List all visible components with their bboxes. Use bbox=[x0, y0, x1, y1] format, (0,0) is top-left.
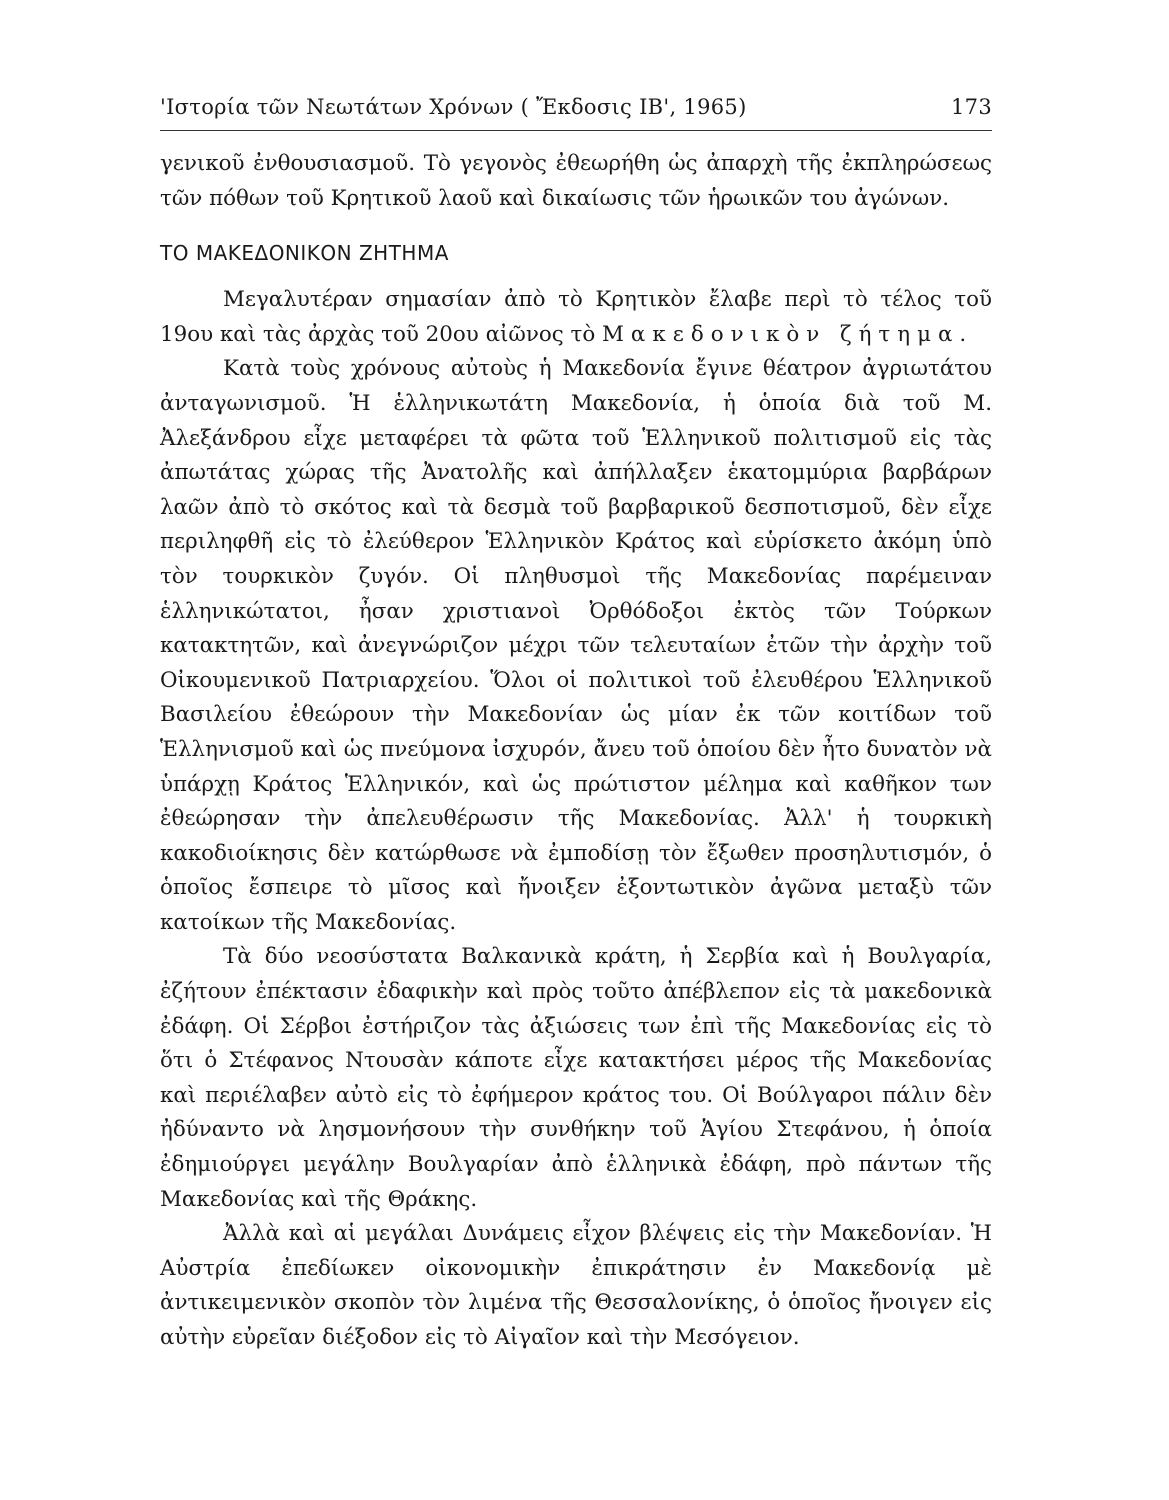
book-page bbox=[160, 92, 992, 1356]
running-header bbox=[160, 92, 992, 131]
body-text bbox=[160, 147, 992, 1356]
paragraph-3: Κατὰ τοὺς χρόνους αὐτοὺς ἡ Μακεδονία ἔγινε θέατρον ἀγριωτάτου ἀνταγωνισμοῦ. Ἡ ἑλληνικωτάτη Μακεδονία, ἡ ὁποία διὰ τοῦ Μ. Ἀλεξάνδρου εἶχε μεταφέρει τὰ φῶτα τοῦ Ἑλληνικοῦ πολιτισμοῦ εἰς τὰς ἀπωτάτας χώρας τῆς Ἀνατολῆς καὶ ἀπήλλαξεν ἑκατομμύρια βαρβάρων λαῶν ἀπὸ τὸ σκότος καὶ τὰ δεσμὰ τοῦ βαρβαρικοῦ δεσποτισμοῦ, δὲν εἶχε περιληφθῆ εἰς τὸ ἐλεύθερον Ἑλληνικὸν Κράτος καὶ εὑρίσκετο ἀκόμη ὑπὸ τὸν τουρκικὸν ζυγόν. Οἱ πληθυσμοὶ τῆς Μακεδονίας παρέμειναν ἑλληνικώτατοι, ἦσαν χριστιανοὶ Ὀρθόδοξοι ἐκτὸς τῶν Τούρκων κατακτητῶν, καὶ ἀνεγνώριζον μέχρι τῶν τελευταίων ἐτῶν τὴν ἀρχὴν τοῦ Οἰκουμενικοῦ Πατριαρχείου. Ὅλοι οἱ πολιτικοὶ τοῦ ἐλευθέρου Ἑλληνικοῦ Βασιλείου ἐθεώρουν τὴν Μακεδονίαν ὡς μίαν ἐκ τῶν κοιτίδων τοῦ Ἑλληνισμοῦ καὶ ὡς πνεύμονα ἰσχυρόν, ἄνευ τοῦ ὁποίου δὲν ἦτο δυνατὸν νὰ ὑπάρχῃ Κράτος Ἑλληνικόν, καὶ ὡς πρώτιστον μέλημα καὶ καθῆκον των ἐθεώρησαν τὴν ἀπελευθέρωσιν τῆς Μακεδονίας. Ἀλλ' ἡ τουρκικὴ κακοδιοίκησις δὲν κατώρθωσε νὰ ἐμποδίσῃ τὸν ἔξωθεν προσηλυτισμόν, ὁ ὁποῖος ἔσπειρε τὸ μῖσος καὶ ἤνοιξεν ἐξοντωτικὸν ἀγῶνα μεταξὺ τῶν κατοίκων τῆς Μακεδονίας. bbox=[160, 356, 992, 935]
paragraph-1: γενικοῦ ἐνθουσιασμοῦ. Τὸ γεγονὸς ἐθεωρήθη ὡς ἀπαρχὴ τῆς ἐκπληρώσεως τῶν πόθων τοῦ Κρητικοῦ λαοῦ καὶ δικαίωσις τῶν ἡρωικῶν του ἀγώνων. bbox=[160, 151, 992, 211]
running-title: 'Ιστορία τῶν Νεωτάτων Χρόνων ( Ἔκδοσις ΙΒ', 1965) bbox=[160, 95, 747, 119]
paragraph-4: Τὰ δύο νεοσύστατα Βαλκανικὰ κράτη, ἡ Σερβία καὶ ἡ Βουλγαρία, ἐζήτουν ἐπέκτασιν ἐδαφικὴν καὶ πρὸς τοῦτο ἀπέβλεπον εἰς τὰ μακεδονικὰ ἐδάφη. Οἱ Σέρβοι ἐστήριζον τὰς ἀξιώσεις των ἐπὶ τῆς Μακεδονίας εἰς τὸ ὅτι ὁ Στέφανος Ντουσὰν κάποτε εἶχε κατακτήσει μέρος τῆς Μακεδονίας καὶ περιέλαβεν αὐτὸ εἰς τὸ ἐφήμερον κράτος του. Οἱ Βούλγαροι πάλιν δὲν ἠδύναντο νὰ λησμονήσουν τὴν συνθήκην τοῦ Ἁγίου Στεφάνου, ἡ ὁποία ἐδημιούργει μεγάλην Βουλγαρίαν ἀπὸ ἑλληνικὰ ἐδάφη, πρὸ πάντων τῆς Μακεδονίας καὶ τῆς Θράκης. bbox=[160, 944, 992, 1212]
page-number: 173 bbox=[951, 95, 992, 119]
paragraph-5: Ἀλλὰ καὶ αἱ μεγάλαι Δυνάμεις εἶχον βλέψεις εἰς τὴν Μακεδονίαν. Ἡ Αὐστρία ἐπεδίωκεν οἰκονομικὴν ἐπικράτησιν ἐν Μακεδονίᾳ μὲ ἀντικειμενικὸν σκοπὸν τὸν λιμένα τῆς Θεσσαλονίκης, ὁ ὁποῖος ἤνοιγεν εἰς αὐτὴν εὐρεῖαν διέξοδον εἰς τὸ Αἰγαῖον καὶ τὴν Μεσόγειον. bbox=[160, 1221, 992, 1350]
paragraph-2 bbox=[160, 283, 992, 352]
spaced-emphasis: Μακεδονικὸν ζήτημα. bbox=[602, 321, 974, 347]
paragraph-2-text: Μεγαλυτέραν σημασίαν ἀπὸ τὸ Κρητικὸν ἔλαβε περὶ τὸ τέλος τοῦ 19ου καὶ τὰς ἀρχὰς τοῦ 20ου αἰῶνος τὸ bbox=[160, 287, 992, 347]
section-heading: ΤΟ ΜΑΚΕΔΟΝΙΚΟΝ ΖΗΤΗΜΑ bbox=[160, 241, 449, 266]
